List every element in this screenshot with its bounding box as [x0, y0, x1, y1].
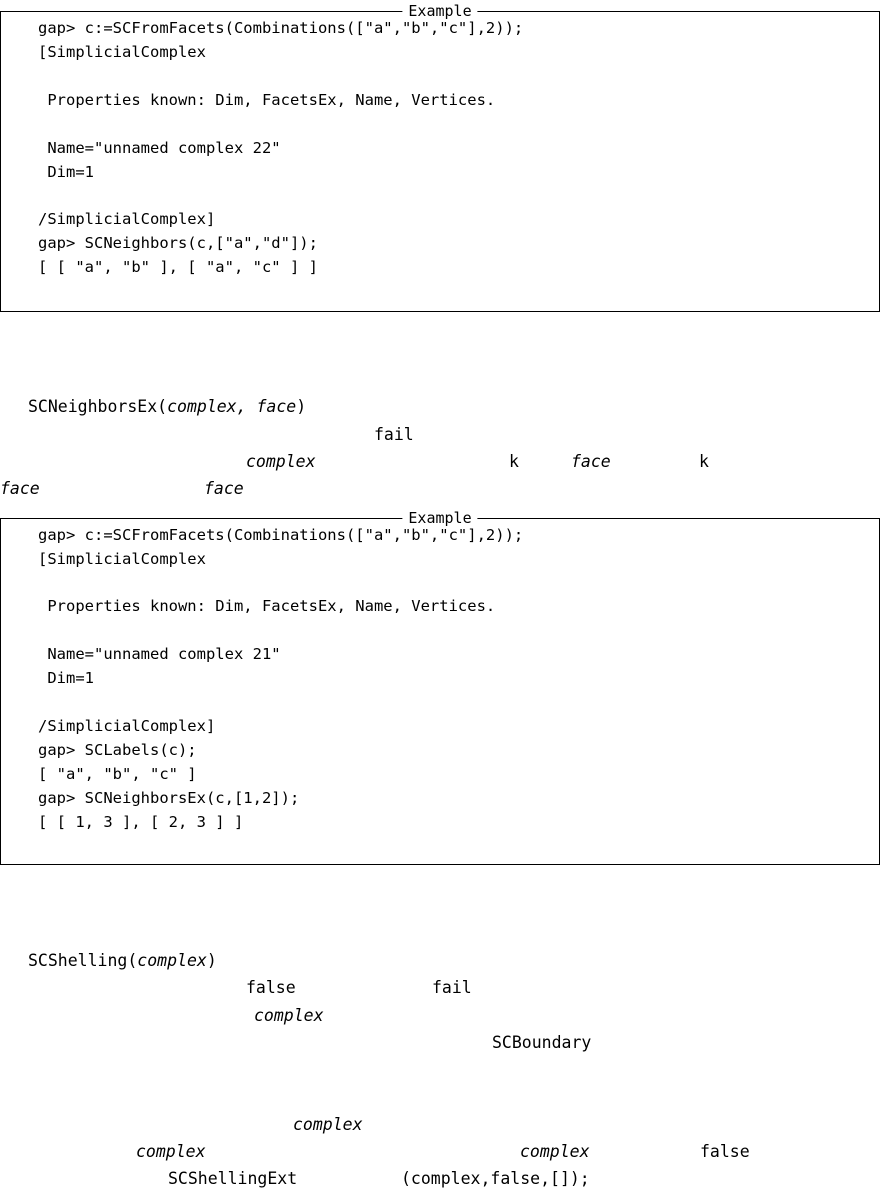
variable: k — [699, 452, 709, 471]
code-line: [SimplicialComplex — [38, 43, 206, 61]
keyword-fail: fail — [432, 978, 472, 997]
keyword-false: false — [700, 1142, 750, 1161]
code-line: gap> SCNeighborsEx(c,[1,2]); — [38, 789, 300, 807]
code-line: [ [ 1, 3 ], [ 2, 3 ] ] — [38, 813, 244, 831]
argument: complex — [246, 452, 316, 471]
argument: face — [256, 397, 297, 416]
code-line: Name="unnamed complex 22" — [38, 139, 281, 157]
code-line: Properties known: Dim, FacetsEx, Name, Vertices. — [38, 597, 496, 615]
argument: complex — [293, 1115, 363, 1134]
argument: face — [571, 452, 611, 471]
code-line: Name="unnamed complex 21" — [38, 645, 281, 663]
argument: complex — [137, 951, 207, 970]
code-line: [ [ "a", "b" ], [ "a", "c" ] ] — [38, 258, 318, 276]
code-line: Properties known: Dim, FacetsEx, Name, Vertices. — [38, 91, 496, 109]
code-line: gap> c:=SCFromFacets(Combinations(["a","b","c"],2)); — [38, 526, 524, 544]
function-call-args: (complex,false,[]); — [401, 1169, 590, 1188]
code-line: gap> SCNeighbors(c,["a","d"]); — [38, 234, 318, 252]
variable: k — [509, 452, 519, 471]
code-line: /SimplicialComplex] — [38, 210, 216, 228]
code-line: [ "a", "b", "c" ] — [38, 765, 197, 783]
function-signature-scneighborsex — [28, 397, 306, 417]
argument: face — [0, 479, 40, 498]
code-line: gap> c:=SCFromFacets(Combinations(["a","b","c"],2)); — [38, 19, 524, 37]
function-reference-scboundary: SCBoundary — [492, 1033, 592, 1052]
paren: ) — [206, 951, 217, 970]
argument: face — [204, 479, 244, 498]
example-title: Example — [402, 510, 477, 526]
code-line: /SimplicialComplex] — [38, 717, 216, 735]
code-line: Dim=1 — [38, 669, 94, 687]
function-name: SCNeighborsEx( — [28, 397, 168, 416]
example-title: Example — [402, 3, 477, 19]
code-line: [SimplicialComplex — [38, 550, 206, 568]
function-reference-scshellingext: SCShellingExt — [168, 1169, 298, 1188]
function-signature-scshelling — [28, 951, 217, 971]
argument: complex — [136, 1142, 206, 1161]
argument: complex — [520, 1142, 590, 1161]
code-line: Dim=1 — [38, 163, 94, 181]
code-line: gap> SCLabels(c); — [38, 741, 197, 759]
function-name: SCShelling( — [28, 951, 138, 970]
argument: complex — [254, 1006, 324, 1025]
argument: complex, — [167, 397, 247, 416]
paren: ) — [296, 397, 307, 416]
keyword-fail: fail — [374, 425, 414, 444]
keyword-false: false — [246, 978, 296, 997]
